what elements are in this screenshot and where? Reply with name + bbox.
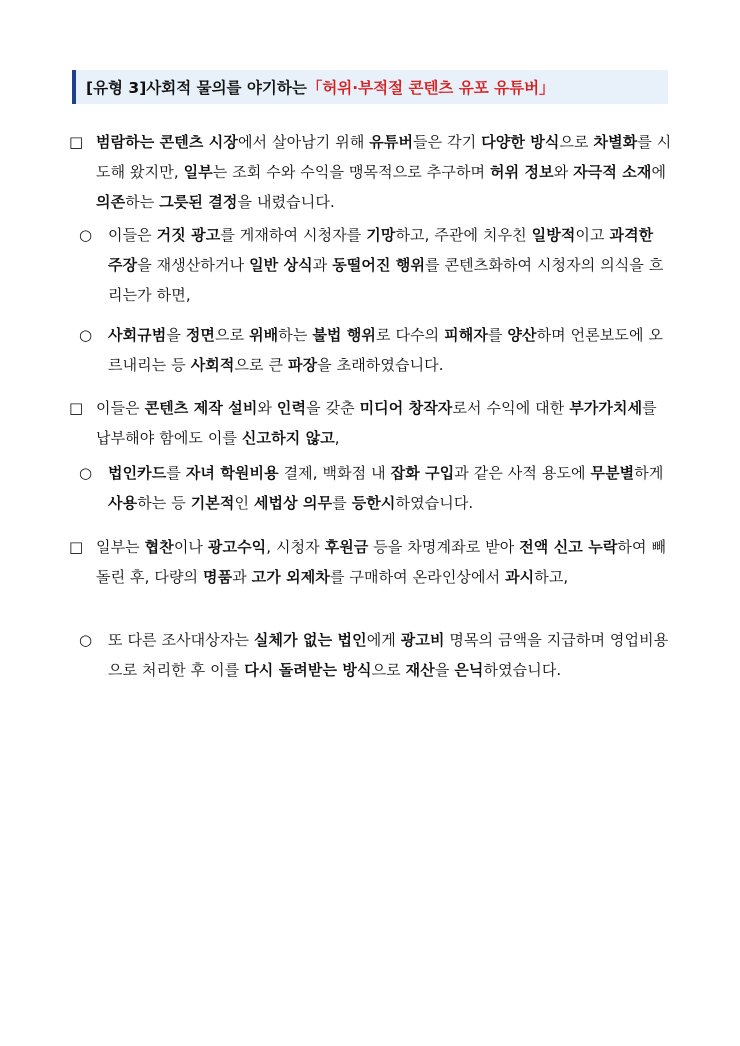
body-text: 하는 등 [137, 494, 191, 512]
emphasis-text: 인력 [276, 399, 307, 417]
body-text: 를 [166, 464, 186, 482]
emphasis-text: 동떨어진 행위 [332, 256, 426, 274]
emphasis-text: 부가가치세 [569, 399, 643, 417]
body-text: 를 [332, 494, 352, 512]
paragraph-text [108, 226, 663, 304]
square-bullet: □ [69, 538, 84, 556]
paragraph-text [108, 326, 663, 374]
body-text: 하게 [634, 464, 664, 482]
emphasis-text: 과시 [505, 568, 535, 586]
circle-bullet: ○ [79, 326, 93, 344]
header-highlight: 「허위·부적절 콘텐츠 유포 유튜버」 [306, 79, 555, 97]
body-text: 으로 [559, 133, 594, 151]
emphasis-text: 그릇된 결정 [159, 193, 238, 211]
body-text: 를 [487, 326, 508, 344]
emphasis-text: 허위 정보 [490, 163, 554, 181]
body-text: 인 [234, 494, 254, 512]
emphasis-text: 광고비 [400, 631, 445, 649]
paragraph-square-3 [69, 532, 672, 592]
emphasis-text: 광고수익 [207, 538, 267, 556]
emphasis-text: 사회규범 [108, 326, 167, 344]
body-text: 에게 [366, 631, 401, 649]
emphasis-text: 위배 [249, 326, 279, 344]
body-text: 를 납부해야 함에도 이를 [96, 399, 657, 447]
paragraph-square-1 [69, 127, 672, 217]
emphasis-text: 세법상 의무 [253, 494, 333, 512]
paragraph-circle-1 [79, 220, 672, 310]
body-text: 결제, 백화점 내 [278, 464, 391, 482]
emphasis-text: 은닉 [454, 661, 484, 679]
emphasis-text: 범람하는 콘텐츠 시장 [96, 133, 238, 151]
emphasis-text: 협찬 [144, 538, 174, 556]
body-text: 는 조회 수와 수익을 맹목적으로 추구하며 [212, 163, 490, 181]
emphasis-text: 후원금 [324, 538, 369, 556]
body-text: 을 재생산하거나 [137, 256, 250, 274]
body-text: 를 게재하여 시청자를 [220, 226, 367, 244]
body-text: 와 [257, 399, 277, 417]
emphasis-text: 자극적 소재 [573, 163, 652, 181]
body-text: 을 [166, 326, 186, 344]
circle-bullet: ○ [79, 226, 93, 244]
header-title: 사회적 물의를 야기하는 [146, 79, 307, 97]
emphasis-text: 불법 행위 [312, 326, 377, 344]
body-text: 하는 [278, 326, 313, 344]
body-text: 하였습니다. [395, 494, 474, 512]
body-text: 이나 [173, 538, 208, 556]
paragraph-circle-4 [79, 625, 672, 685]
circle-bullet: ○ [79, 464, 93, 482]
emphasis-text: 잡화 구입 [390, 464, 455, 482]
body-text: 하여 빼돌린 후, 다량의 [96, 538, 667, 586]
body-text: 하고, 주관에 치우친 [395, 226, 532, 244]
paragraph-text [108, 631, 668, 679]
emphasis-text: 일부 [183, 163, 213, 181]
emphasis-text: 전액 신고 누락 [519, 538, 618, 556]
body-text: 으로 큰 [234, 356, 288, 374]
emphasis-text: 고가 외제차 [251, 568, 330, 586]
body-text: 을 초래하였습니다. [317, 356, 444, 374]
body-text: 를 시도해 왔지만, [96, 133, 672, 181]
header-type-label: [유형 3] [86, 79, 147, 97]
emphasis-text: 무분별 [590, 464, 635, 482]
emphasis-text: 재산 [405, 661, 435, 679]
emphasis-text: 미디어 창작자 [359, 399, 453, 417]
emphasis-text: 다시 돌려받는 방식 [244, 661, 372, 679]
square-bullet: □ [69, 133, 84, 151]
emphasis-text: 일방적 [531, 226, 576, 244]
body-text: 로 다수의 [376, 326, 445, 344]
emphasis-text: 자녀 학원비용 [185, 464, 279, 482]
emphasis-text: 기본적 [190, 494, 235, 512]
body-text: 하며 언론보도에 오르내리는 등 [108, 326, 664, 374]
body-text: , [334, 429, 340, 447]
body-text: 과 같은 사적 용도에 [454, 464, 591, 482]
emphasis-text: 파장 [287, 356, 318, 374]
body-text: 로서 수익에 대한 [452, 399, 570, 417]
body-text: 와 [553, 163, 574, 181]
emphasis-text: 명품 [203, 568, 233, 586]
emphasis-text: 사회적 [190, 356, 235, 374]
body-text: 또 다른 조사대상자는 [108, 631, 254, 649]
body-text: , 시청자 [266, 538, 325, 556]
emphasis-text: 유튜버 [369, 133, 414, 151]
paragraph-square-2 [69, 393, 672, 453]
emphasis-text: 피해자 [444, 326, 488, 344]
emphasis-text: 신고하지 않고 [241, 429, 335, 447]
emphasis-text: 양산 [507, 326, 537, 344]
body-text: 일부는 [96, 538, 145, 556]
body-text: 이들은 [108, 226, 157, 244]
body-text: 에 [651, 163, 667, 181]
body-text: 과 [232, 568, 252, 586]
circle-bullet: ○ [79, 631, 93, 649]
body-text: 를 콘텐츠화하여 시청자의 의식을 흐리는가 하면, [108, 256, 664, 304]
body-text: 과 [312, 256, 333, 274]
emphasis-text: 기망 [366, 226, 396, 244]
body-text: 하는 [125, 193, 160, 211]
paragraph-text [96, 538, 666, 586]
emphasis-text: 법인카드 [108, 464, 167, 482]
body-text: 들은 각기 [413, 133, 482, 151]
paragraph-circle-2 [79, 320, 672, 380]
body-text: 이고 [575, 226, 610, 244]
body-text: 을 [434, 661, 455, 679]
emphasis-text: 사용 [108, 494, 138, 512]
body-text: 하였습니다. [483, 661, 562, 679]
paragraph-circle-3 [79, 458, 672, 518]
body-text: 을 갖춘 [306, 399, 360, 417]
body-text: 으로 [371, 661, 406, 679]
emphasis-text: 등한시 [351, 494, 396, 512]
body-text: 으로 [215, 326, 250, 344]
emphasis-text: 실체가 없는 법인 [253, 631, 367, 649]
paragraph-text [108, 464, 663, 512]
square-bullet: □ [69, 399, 84, 417]
body-text: 등을 차명계좌로 받아 [368, 538, 520, 556]
body-text: 이들은 [96, 399, 145, 417]
emphasis-text: 차별화 [593, 133, 638, 151]
paragraph-text [96, 399, 657, 447]
emphasis-text: 거짓 광고 [156, 226, 221, 244]
emphasis-text: 콘텐츠 제작 설비 [144, 399, 258, 417]
body-text: 에서 살아남기 위해 [237, 133, 370, 151]
emphasis-text: 일반 상식 [249, 256, 313, 274]
body-text: 명목의 금액을 지급하며 영업비용으로 처리한 후 이를 [108, 631, 669, 679]
emphasis-text: 의존 [96, 193, 126, 211]
body-text: 하고, [534, 568, 569, 586]
emphasis-text: 정면 [185, 326, 216, 344]
body-text: 를 구매하여 온라인상에서 [329, 568, 506, 586]
body-text: 을 내렸습니다. [237, 193, 335, 211]
section-header [72, 70, 668, 104]
emphasis-text: 과격한 주장 [108, 226, 654, 274]
paragraph-text [96, 133, 671, 211]
emphasis-text: 다양한 방식 [481, 133, 560, 151]
